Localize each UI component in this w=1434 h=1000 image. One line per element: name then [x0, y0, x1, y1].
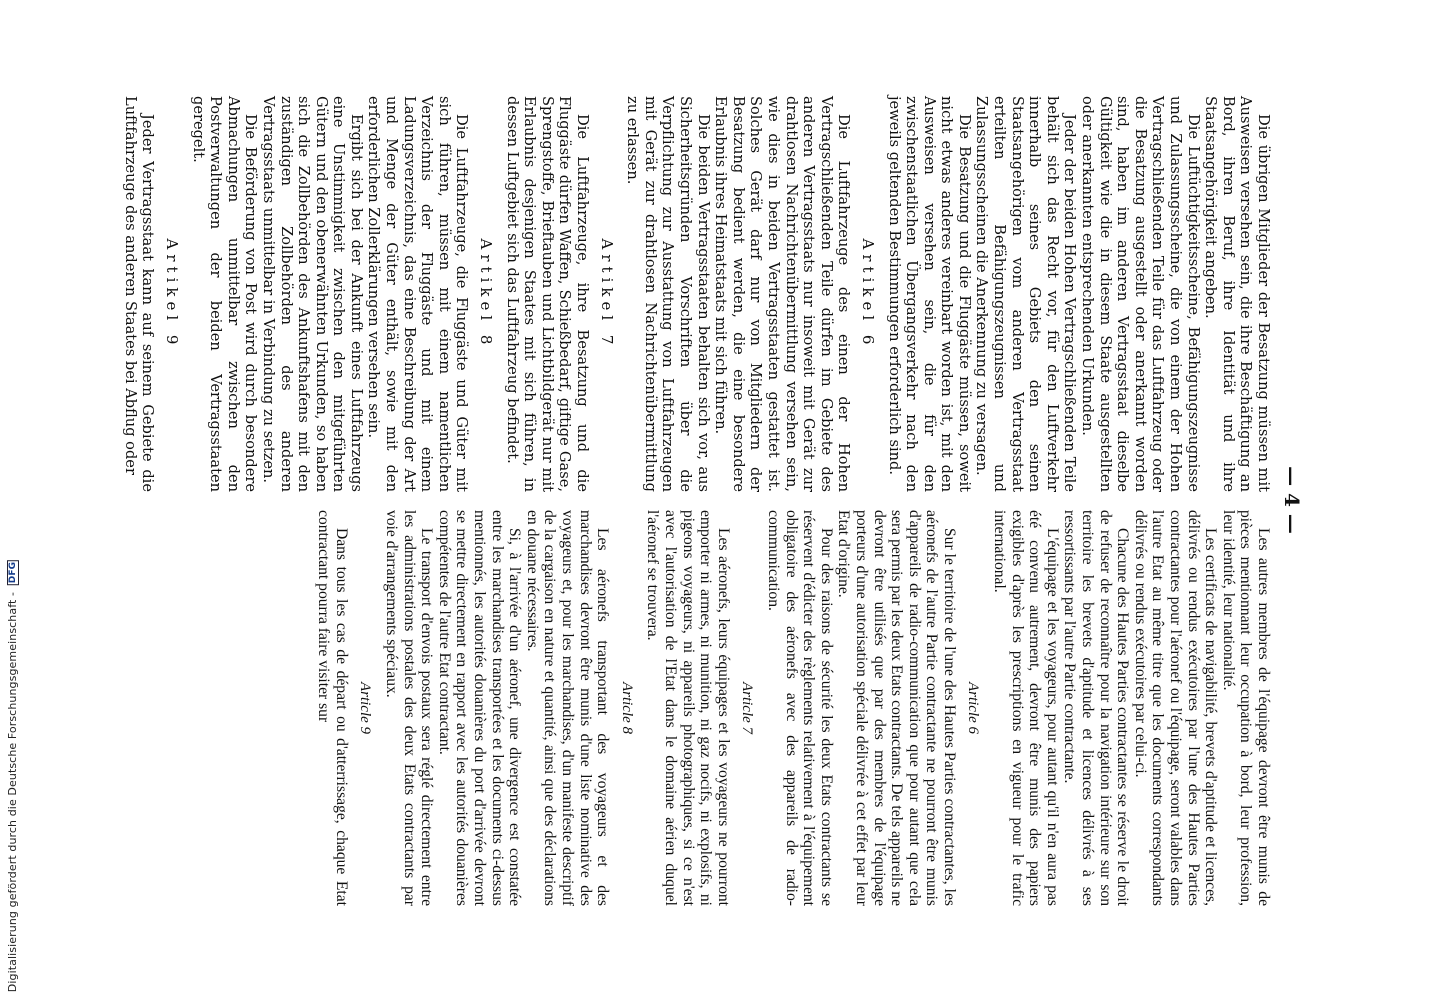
article-heading: Article 8	[618, 681, 635, 735]
paragraph: Le transport d'envois postaux sera réglé directement entre les administrations postales des deux Etats contractants par voie d'arrangements spéciaux.	[383, 510, 436, 906]
paragraph: L'équipage et les voyageurs, pour autant qu'il n'en aura pas été convenu autrement, devront être munis des papiers exigibles d'après les prescriptions en vigueur pour le trafic international.	[991, 510, 1061, 906]
paragraph: Dans tous les cas de départ ou d'atterrissage, chaque Etat contractant pourra faire visiter sur	[315, 510, 350, 906]
paragraph: Pour des raisons de sécurité les deux Etats contractants se réservent d'édicter des règlements relativement à l'équipement obligatoire des aéronefs avec des appareils de radio-communication.	[764, 510, 835, 906]
paragraph: Sur le territoire de l'une des Hautes Parties contractantes, les aéronefs de l'autre Partie contractante ne pourront être munis d'appareils de radio-communication que pour autant que cela sera permis par les deux Etats contractants. De tels appareils ne devront être utilisés que par des membres de l'équipage porteurs d'une autorisation spéciale délivrée à cet effet par leur Etat d'origine.	[835, 510, 958, 906]
article-heading: Artikel 8	[477, 238, 496, 350]
paragraph: Les aéronefs transportant des voyageurs et des marchandises devront être munis d'une liste nominative des voyageurs et, pour les marchandises, d'un manifeste descriptif de la cargaison en nature et quantité, ainsi que des déclarations en douane nécessaires.	[523, 510, 612, 906]
paragraph: Die Luftfahrzeuge, ihre Besatzung und die Fluggäste dürfen Waffen, Schießbedarf, giftige Gase, Sprengstoffe, Brieftauben und Lichtbildgerät nur mit Erlaubnis desjenigen Staates mit sich führen, in dessen Luftgebiet sich das Luftfahrzeug befindet.	[503, 96, 592, 492]
paragraph: Die beiden Vertragsstaaten behalten sich vor, aus Sicherheitsgründen Vorschriften über die Verpflichtung zur Ausstattung von Luftfahrzeugen mit Gerät zur drahtlosen Nachrichtenübermittlung zu erlassen.	[624, 96, 712, 492]
paragraph: Jeder der beiden Hohen Vertragschließenden Teile behält sich das Recht vor, für den Luftverkehr innerhalb seines Gebiets den seinen Staatsangehörigen vom anderen Vertragsstaat erteilten Befähigungszeugnissen und Zulassungsscheinen die Anerkennung zu versagen.	[973, 96, 1079, 492]
paragraph: Ergibt sich bei der Ankunft eines Luftfahrzeugs eine Unstimmigkeit zwischen den mitgeführten Gütern und den obenerwähnten Urkunden, so haben sich die Zollbehörden des Ankunftshafens mit den zuständigen Zollbehörden des anderen Vertragsstaats unmittelbar in Verbindung zu setzen.	[259, 96, 365, 492]
german-column	[121, 96, 1272, 492]
article-heading: Article 7	[739, 681, 756, 735]
paragraph: Die Luftüchtigkeitsscheine, Befähigungszeugnisse und Zulassungsscheine, die von einem der Hohen Vertragschließenden Teile für das Luftfahrzeug oder die Besatzung ausgestellt oder anerkannt worden sind, haben im anderen Vertragsstaat dieselbe Gültigkeit wie die in diesem Staate ausgestellten oder anerkannten entsprechenden Urkunden.	[1079, 96, 1202, 492]
article-heading: Artikel 6	[858, 238, 877, 350]
paragraph: Si, à l'arrivée d'un aéronef, une divergence est constatée entre les marchandises transportées et les documents ci-dessus mentionnés, les autorités douanières du port d'arrivée devront se mettre directement en rapport avec les autorités douanières compétentes de l'autre Etat contractant.	[435, 510, 524, 906]
paragraph: Les certificats de navigabilité, brevets d'aptitude et licences, délivrés ou rendus exécutoires par l'une des Hautes Parties contractantes pour l'aéronef ou l'équipage, seront valables dans l'autre Etat au même titre que les documents correspondants délivrés ou rendus exécutoires par celui-ci.	[1131, 510, 1220, 906]
paragraph: Die Luftfahrzeuge, die Fluggäste und Güter mit sich führen, müssen mit einem namentlichen Verzeichnis der Fluggäste und mit einem Ladungsverzeichnis, das eine Beschreibung der Art und Menge der Güter enthält, sowie mit den erforderlichen Zollerklärungen versehen sein.	[365, 96, 471, 492]
french-column	[315, 510, 1272, 906]
paragraph: Jeder Vertragsstaat kann auf seinem Gebiete die Luftfahrzeuge des anderen Staates bei Abflug oder	[121, 96, 157, 492]
paragraph: Die Beförderung von Post wird durch besondere Abmachungen unmittelbar zwischen den Postverwaltungen der beiden Vertragsstaaten geregelt.	[189, 96, 260, 492]
article-heading: Article 9	[357, 681, 374, 735]
paragraph: Die übrigen Mitglieder der Besatzung müssen mit Ausweisen versehen sein, die ihre Beschäftigung an Bord, ihren Beruf, ihre Identität und ihre Staatsangehörigkeit angeben.	[1202, 96, 1272, 492]
paragraph: Les aéronefs, leurs équipages et les voyageurs ne pourront emporter ni armes, ni munition, ni gaz nocifs, ni explosifs, ni pigeons voyageurs, ni appareils photographiques, si ce n'est avec l'autorisation de l'Etat dans le domaine aérien duquel l'aéronef se trouvera.	[644, 510, 732, 906]
article-heading: Artikel 9	[162, 238, 181, 350]
digitization-credit-strip	[0, 0, 26, 1000]
page-number: — 4 —	[1280, 466, 1304, 534]
paragraph: Die Besatzung und die Fluggäste müssen, soweit nicht etwas anderes vereinbart worden ist, mit den Ausweisen versehen sein, die für den zwischenstaatlichen Übergangsverkehr nach den jeweils geltenden Bestimmungen erforderlich sind.	[885, 96, 973, 492]
dfg-logo: DFG	[8, 561, 18, 584]
paragraph: Les autres membres de l'équipage devront être munis de pièces mentionnant leur occupation à bord, leur profession, leur identité, leur nationalité.	[1219, 510, 1272, 906]
scanned-page	[121, 90, 1310, 910]
article-heading: Artikel 7	[597, 238, 616, 350]
paragraph: Die Luftfahrzeuge des einen der Hohen Vertragschließenden Teile dürfen im Gebiete des anderen Vertragsstaats nur insoweit mit Gerät zur drahtlosen Nachrichtenübermittlung versehen sein, wie dies in beiden Vertragsstaaten gestattet ist. Solches Gerät darf nur von Mitgliedern der Besatzung bedient werden, die eine besondere Erlaubnis ihres Heimatstaats mit sich führen.	[712, 96, 853, 492]
credit-text: Digitalisierung gefördert durch die Deutsche Forschungsgemeinschaft -	[6, 591, 19, 992]
digitization-credit	[6, 560, 19, 992]
paragraph: Chacune des Hautes Parties contractantes se réserve le droit de refuser de reconnaître pour la navigation intérieure sur son territoire les brevets d'aptitude et licences délivrés à ses ressortissants par l'autre Partie contractante.	[1061, 510, 1132, 906]
rotated-page-content	[121, 90, 1310, 910]
article-heading: Article 6	[965, 681, 982, 735]
